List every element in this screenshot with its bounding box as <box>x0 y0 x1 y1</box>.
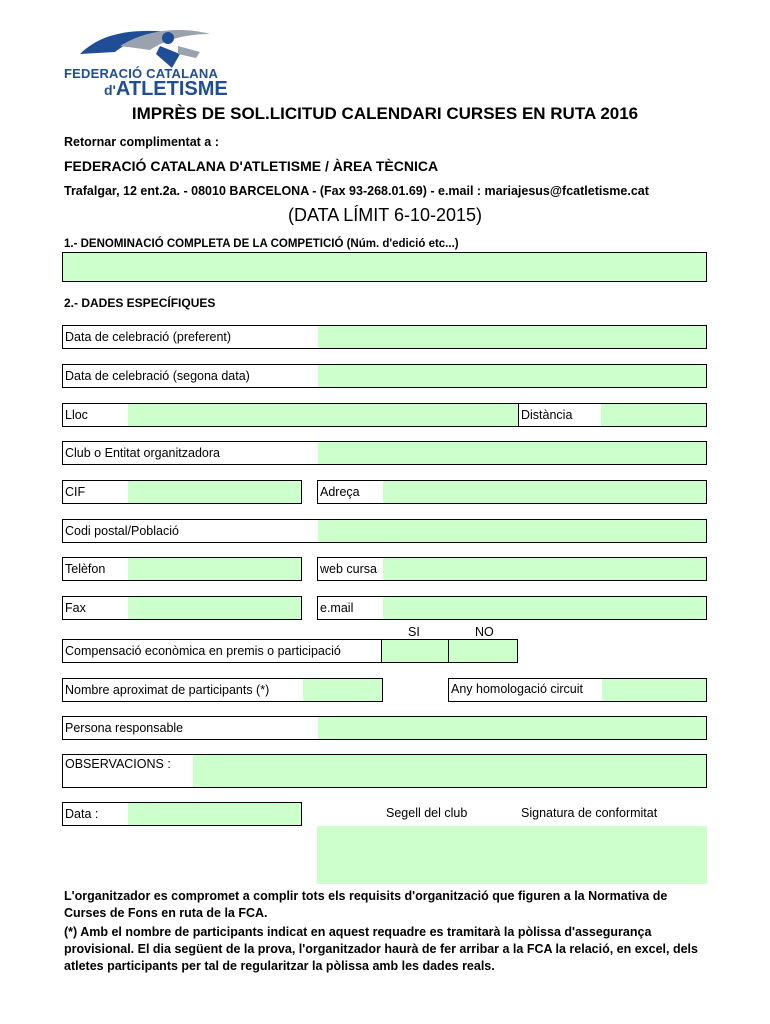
yes-label: SI <box>408 625 420 639</box>
phone-input[interactable] <box>128 558 301 580</box>
logo-line2-prefix: d' <box>104 82 116 98</box>
return-to-label: Retornar complimentat a : <box>64 135 219 149</box>
postal-label: Codi postal/Població <box>65 524 179 538</box>
participants-label: Nombre aproximat de participants (*) <box>65 683 270 697</box>
row-web <box>317 557 707 581</box>
date-label: Data : <box>65 807 99 821</box>
row-participants <box>62 678 383 702</box>
deadline: (DATA LÍMIT 6-10-2015) <box>287 205 483 225</box>
homologation-label: Any homologació circuit <box>451 682 584 696</box>
row-homologation <box>448 678 707 702</box>
organization-name: FEDERACIÓ CATALANA D'ATLETISME / ÀREA TÈCNICA <box>64 158 439 174</box>
phone-label: Telèfon <box>65 562 106 576</box>
competition-name-input[interactable] <box>62 252 707 282</box>
compensation-yes-checkbox[interactable] <box>382 640 448 662</box>
place-input[interactable] <box>128 404 518 426</box>
observations-input[interactable] <box>193 755 706 787</box>
place-label: Lloc <box>65 408 88 422</box>
logo-line2 <box>104 78 228 101</box>
club-input[interactable] <box>318 442 706 464</box>
row-phone <box>62 557 302 581</box>
signature-label: Signatura de conformitat <box>521 806 658 820</box>
row-date-second <box>62 364 707 388</box>
page-title: IMPRÈS DE SOL.LICITUD CALENDARI CURSES EN RUTA 2016 <box>131 104 639 123</box>
row-postal <box>62 519 707 543</box>
date-second-label: Data de celebració (segona data) <box>65 369 250 383</box>
row-email <box>317 596 707 620</box>
date-second-input[interactable] <box>318 365 706 387</box>
cif-label: CIF <box>65 485 86 499</box>
participants-input[interactable] <box>303 679 382 701</box>
responsible-label: Persona responsable <box>65 721 184 735</box>
web-label: web cursa <box>320 562 377 576</box>
no-label: NO <box>475 625 494 639</box>
compensation-no-checkbox[interactable] <box>449 640 517 662</box>
date-preferred-label: Data de celebració (preferent) <box>65 330 232 344</box>
address-input[interactable] <box>383 481 706 503</box>
row-fax <box>62 596 302 620</box>
fax-label: Fax <box>65 601 86 615</box>
cif-input[interactable] <box>128 481 301 503</box>
observations-label: OBSERVACIONS : <box>65 757 171 771</box>
web-input[interactable] <box>383 558 706 580</box>
date-input[interactable] <box>128 803 301 825</box>
compensation-label: Compensació econòmica en premis o participació <box>65 644 341 658</box>
logo-line2-text: ATLETISME <box>115 78 228 100</box>
federation-logo <box>60 24 230 102</box>
logo-line1: FEDERACIÓ CATALANA <box>64 66 219 81</box>
row-cif <box>62 480 302 504</box>
row-address <box>317 480 707 504</box>
responsible-input[interactable] <box>318 717 706 739</box>
organization-address: Trafalgar, 12 ent.2a. - 08010 BARCELONA - (Fax 93-268.01.69) - e.mail : mariajesus@fcatletisme.cat <box>64 184 649 198</box>
email-input[interactable] <box>383 597 706 619</box>
address-label: Adreça <box>320 485 360 499</box>
section1-heading: 1.- DENOMINACIÓ COMPLETA DE LA COMPETICIÓ (Núm. d'edició etc...) <box>64 238 459 250</box>
date-preferred-input[interactable] <box>318 326 706 348</box>
postal-input[interactable] <box>318 520 706 542</box>
distance-label: Distància <box>521 408 573 422</box>
signature-area[interactable] <box>317 826 707 884</box>
commitment-text: L'organitzador es compromet a complir tots els requisits d'organització que figuren a la Normativa de Curses de Fons en ruta de la FCA. <box>64 889 668 920</box>
row-compensation <box>62 639 518 663</box>
row-observations <box>62 754 707 788</box>
row-date-preferred <box>62 325 707 349</box>
section2-heading: 2.- DADES ESPECÍFIQUES <box>64 296 216 310</box>
participants-note: (*) Amb el nombre de participants indicat en aquest requadre es tramitarà la pòlissa d'assegurança provisional. El dia següent de la prova, l'organitzador haurà de fer arribar a la FCA la relació, en excel, dels atletes participants per tal de regularitzar la pòlissa amb les dades reals. <box>64 925 698 973</box>
email-label: e.mail <box>320 601 354 615</box>
club-stamp-label: Segell del club <box>386 806 468 820</box>
distance-input[interactable] <box>601 404 706 426</box>
row-club <box>62 441 707 465</box>
row-responsible <box>62 716 707 740</box>
homologation-input[interactable] <box>602 679 706 701</box>
fax-input[interactable] <box>128 597 301 619</box>
club-label: Club o Entitat organitzadora <box>65 446 220 460</box>
row-place <box>62 403 707 427</box>
row-date <box>62 802 302 826</box>
